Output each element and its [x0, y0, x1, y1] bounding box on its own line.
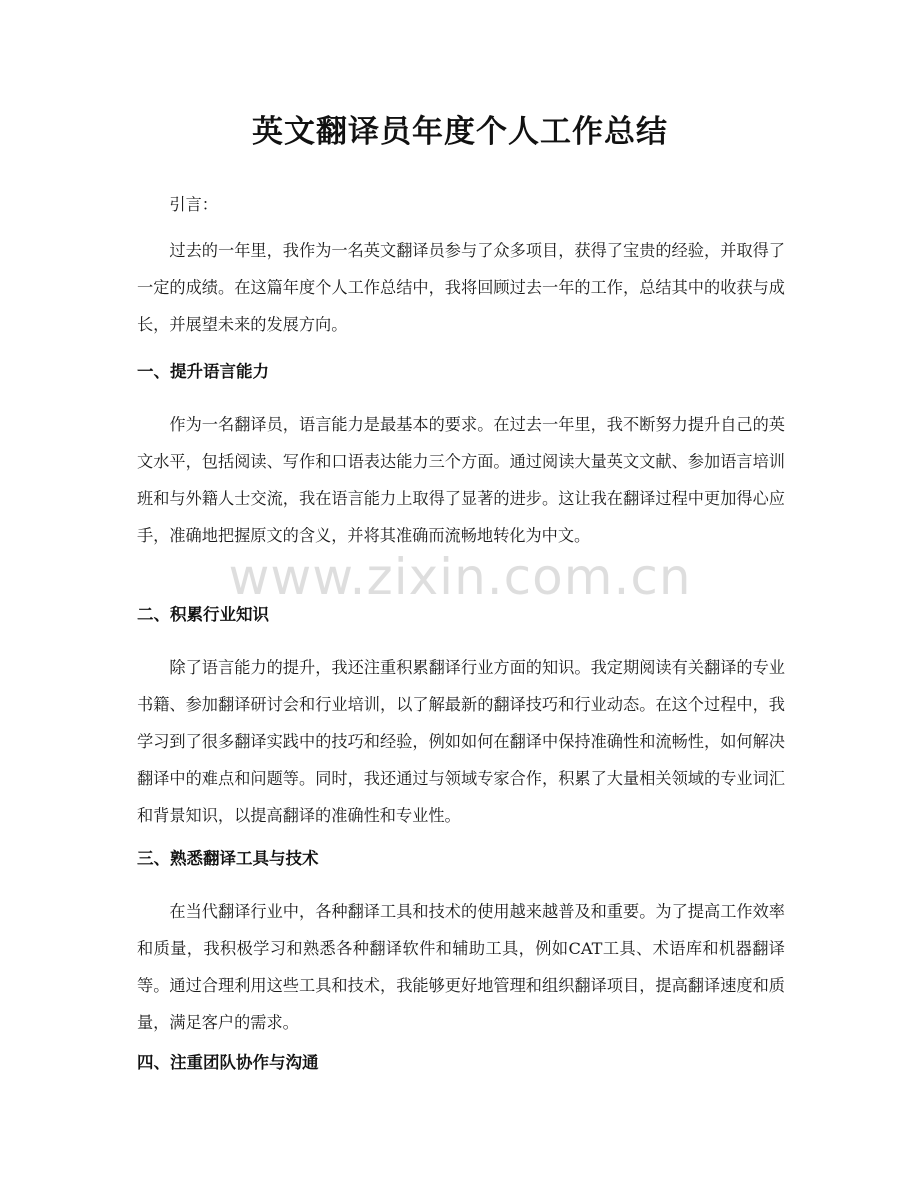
section-heading-4: 四、注重团队协作与沟通 — [137, 1053, 319, 1072]
section-body-3: 在当代翻译行业中，各种翻译工具和技术的使用越来越普及和重要。为了提高工作效率和质量，我积极学习和熟悉各种翻译软件和辅助工具，例如CAT工具、术语库和机器翻译等。通过合理利用这些工具和技术，我能够更好地管理和组织翻译项目，提高翻译速度和质量，满足客户的需求。 — [137, 902, 785, 1032]
section-heading-1: 一、提升语言能力 — [137, 362, 269, 381]
watermark-text: www.zixin.com.cn — [228, 548, 692, 606]
section-heading-3: 三、熟悉翻译工具与技术 — [137, 849, 319, 868]
section-body-1: 作为一名翻译员，语言能力是最基本的要求。在过去一年里，我不断努力提升自己的英文水平，包括阅读、写作和口语表达能力三个方面。通过阅读大量英文文献、参加语言培训班和与外籍人士交流，我在语言能力上取得了显著的进步。这让我在翻译过程中更加得心应手，准确地把握原文的含义，并将其准确而流畅地转化为中文。 — [137, 415, 785, 545]
intro-paragraph: 过去的一年里，我作为一名英文翻译员参与了众多项目，获得了宝贵的经验，并取得了一定的成绩。在这篇年度个人工作总结中，我将回顾过去一年的工作，总结其中的收获与成长，并展望未来的发展方向。 — [137, 241, 785, 334]
intro-label: 引言： — [169, 195, 218, 214]
document-title: 英文翻译员年度个人工作总结 — [252, 114, 668, 150]
section-body-2: 除了语言能力的提升，我还注重积累翻译行业方面的知识。我定期阅读有关翻译的专业书籍、参加翻译研讨会和行业培训，以了解最新的翻译技巧和行业动态。在这个过程中，我学习到了很多翻译实践中的技巧和经验，例如如何在翻译中保持准确性和流畅性，如何解决翻译中的难点和问题等。同时，我还通过与领域专家合作，积累了大量相关领域的专业词汇和背景知识，以提高翻译的准确性和专业性。 — [137, 658, 785, 825]
section-heading-2: 二、积累行业知识 — [137, 605, 269, 624]
